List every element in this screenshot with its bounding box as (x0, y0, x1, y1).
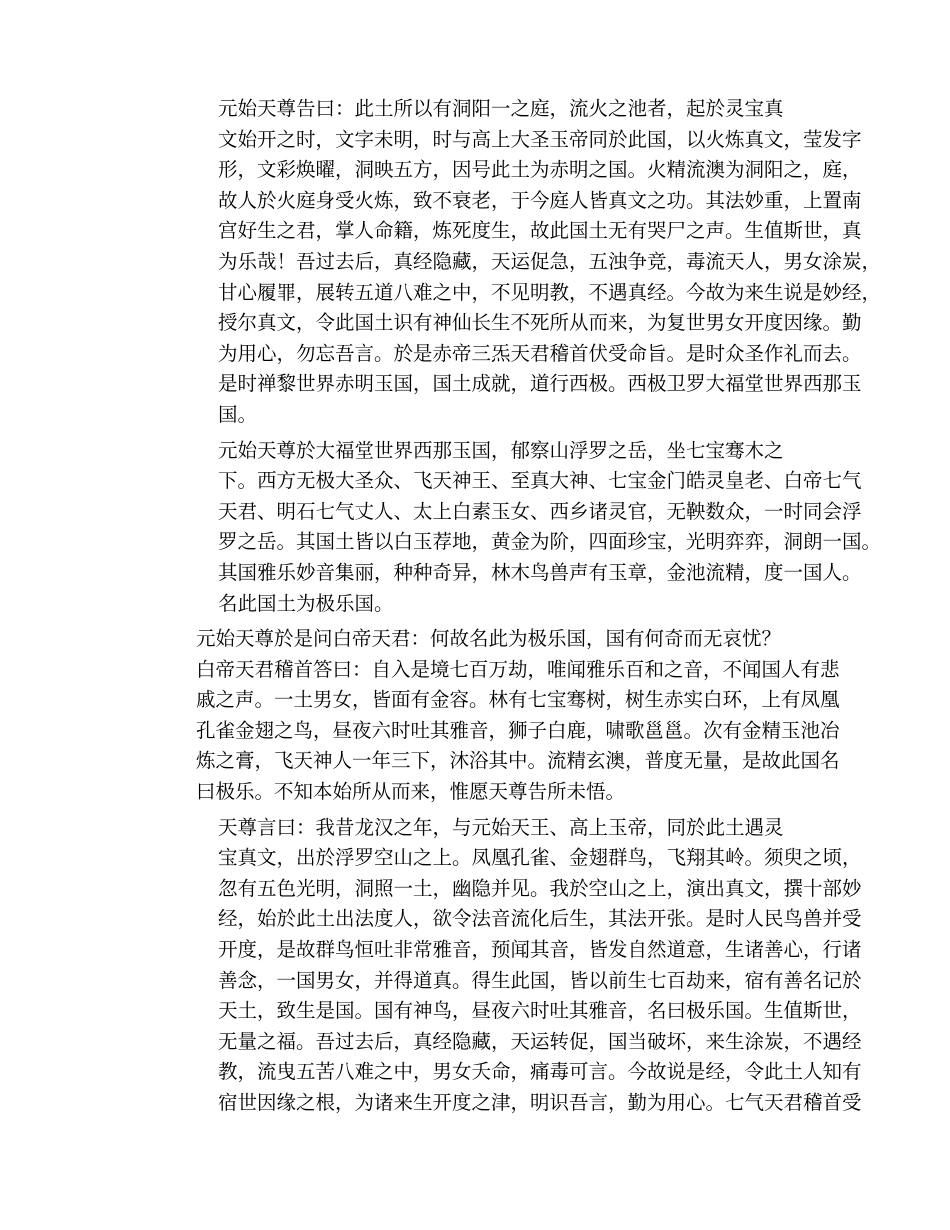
text-line: 曰极乐。不知本始所从而来，惟愿天尊告所未悟。 (196, 780, 626, 804)
paragraph-2 (140, 436, 882, 620)
text-line: 宝真文，出於浮罗空山之上。凤凰孔雀、金翅群鸟，飞翔其岭。须臾之顷， (218, 846, 862, 870)
document-body (140, 94, 882, 1119)
text-line: 元始天尊告曰：此土所以有洞阳一之庭，流火之池者，起於灵宝真 (218, 97, 784, 120)
text-line: 甘心履罪，展转五道八难之中，不见明教，不遇真经。今故为来生说是妙经， (218, 280, 882, 304)
text-line: 天君、明石七气丈人、太上白素玉女、西乡诸灵官，无鞅数众，一时同会浮 (218, 499, 862, 523)
text-line: 戚之声。一土男女，皆面有金容。林有七宝骞树，树生赤实白环，上有凤凰 (196, 688, 840, 712)
text-line: 是时禅黎世界赤明玉国，国土成就，道行西极。西极卫罗大福堂世界西那玉 (218, 372, 862, 396)
text-line: 形，文彩焕曜，洞映五方，因号此土为赤明之国。火精流澳为洞阳之，庭， (218, 158, 862, 182)
text-line: 国。 (218, 402, 258, 426)
text-line: 宫好生之君，掌人命籍，炼死度生，故此国土无有哭尸之声。生值斯世，真 (218, 219, 862, 243)
text-line: 宿世因缘之根，为诸来生开度之津，明识吾言，勤为用心。七气天君稽首受 (218, 1091, 862, 1114)
text-line: 元始天尊於是问白帝天君：何故名此为极乐国，国有何奇而无哀忧？ (196, 627, 782, 651)
text-line: 白帝天君稽首答曰：自入是境七百万劫，唯闻雅乐百和之音，不闻国人有悲 (196, 657, 840, 681)
text-line: 故人於火庭身受火炼，致不衰老，于今庭人皆真文之功。其法妙重，上置南 (218, 188, 862, 212)
text-line: 天土，致生是国。国有神鸟，昼夜六时吐其雅音，名曰极乐国。生值斯世， (218, 999, 862, 1023)
text-line: 孔雀金翅之鸟，昼夜六时吐其雅音，狮子白鹿，啸歌邕邕。次有金精玉池冶 (196, 718, 840, 742)
text-line: 经，始於此土出法度人，欲令法音流化后生，其法开张。是时人民鸟兽并受 (218, 907, 862, 931)
text-line: 忽有五色光明，洞照一土，幽隐并见。我於空山之上，演出真文，撰十部妙 (218, 876, 862, 900)
paragraph-4 (140, 813, 862, 1119)
text-line: 天尊言曰：我昔龙汉之年，与元始天王、高上玉帝，同於此土遇灵 (218, 815, 784, 839)
paragraph-3 (140, 624, 840, 808)
text-line: 为乐哉！吾过去后，真经隐藏，天运促急，五浊争竞，毒流天人，男女涂炭， (218, 249, 882, 273)
text-line: 罗之岳。其国土皆以白玉荐地，黄金为阶，四面珍宝，光明弈弈，洞朗一国。 (218, 530, 882, 554)
text-line: 其国雅乐妙音集丽，种种奇异，林木鸟兽声有玉章，金池流精，度一国人。 (218, 560, 862, 584)
text-line: 炼之膏，飞天神人一年三下，沐浴其中。流精玄澳，普度无量，是故此国名 (196, 749, 840, 773)
text-line: 无量之福。吾过去后，真经隐藏，天运转促，国当破坏，来生涂炭，不遇经 (218, 1029, 862, 1053)
text-line: 为用心，勿忘吾言。於是赤帝三炁天君稽首伏受命旨。是时众圣作礼而去。 (218, 341, 862, 365)
text-line: 名此国土为极乐国。 (218, 591, 394, 615)
text-line: 授尔真文，令此国土识有神仙长生不死所从而来，为复世男女开度因缘。勤 (218, 311, 862, 335)
text-line: 教，流曳五苦八难之中，男女夭命，痛毒可言。今故说是经，令此土人知有 (218, 1060, 862, 1084)
paragraph-1 (140, 94, 882, 431)
text-line: 下。西方无极大圣众、飞天神王、至真大神、七宝金门皓灵皇老、白帝七气 (218, 469, 862, 493)
text-line: 开度，是故群鸟恒吐非常雅音，预闻其音，皆发自然道意，生诸善心，行诸 (218, 938, 862, 962)
text-line: 元始天尊於大福堂世界西那玉国，郁察山浮罗之岳，坐七宝骞木之 (218, 438, 784, 462)
text-line: 文始开之时，文字未明，时与高上大圣玉帝同於此国，以火炼真文，莹发字 (218, 127, 862, 151)
text-line: 善念，一国男女，并得道真。得生此国，皆以前生七百劫来，宿有善名记於 (218, 968, 862, 992)
